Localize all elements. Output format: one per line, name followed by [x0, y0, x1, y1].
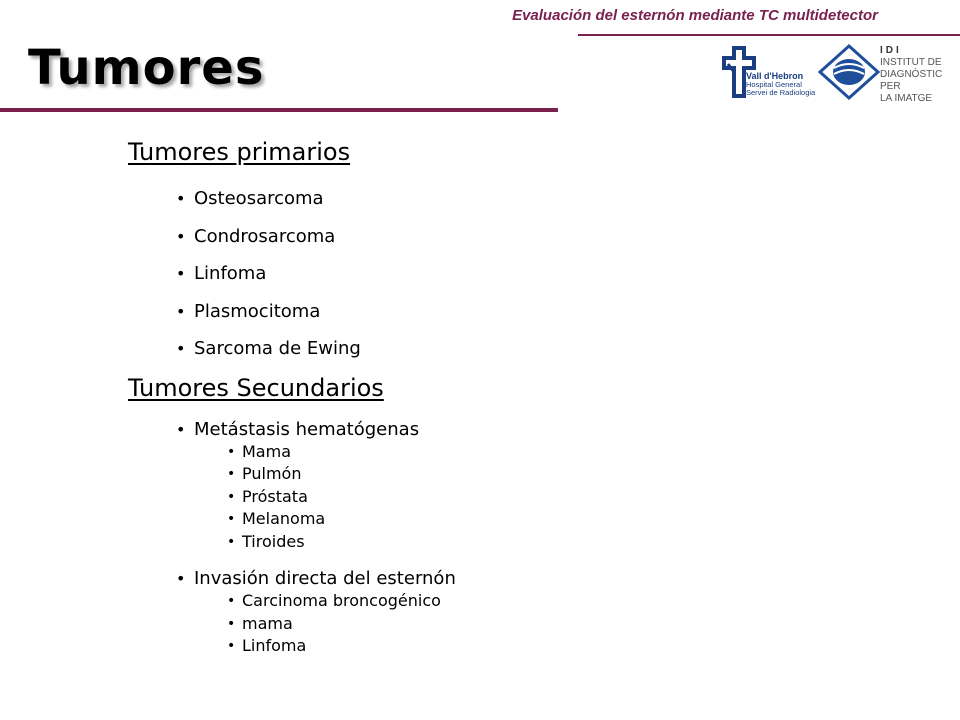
sub-list-item: • Tiroides [226, 531, 828, 554]
slide-title: Tumores [28, 40, 265, 96]
secondary-tumors-list [174, 416, 828, 658]
list-item: • Osteosarcoma [174, 180, 828, 218]
secondary-tumors-heading: Tumores Secundarios [128, 373, 384, 402]
vall-hebron-name: Vall d'Hebron [746, 71, 804, 81]
vall-hebron-text [746, 72, 815, 98]
idi-line2: DIAGNÒSTIC PER [880, 69, 943, 92]
idi-diamond-logo [816, 44, 882, 100]
sub-list-item: • Carcinoma broncogénico [226, 590, 828, 613]
sub-list-item: • Pulmón [226, 463, 828, 486]
sub-list [226, 441, 828, 554]
group-label: Metástasis hematógenas [194, 418, 420, 440]
vall-hebron-line2: Hospital General [746, 79, 802, 89]
sub-list-item: • Mama [226, 441, 828, 464]
list-item: • Condrosarcoma [174, 218, 828, 256]
primary-tumors-heading: Tumores primarios [128, 138, 351, 166]
idi-line3: LA IMATGE [880, 93, 933, 104]
sub-list-item: • Próstata [226, 486, 828, 509]
idi-line1: INSTITUT DE [880, 57, 942, 68]
secondary-group [174, 565, 828, 658]
idi-code: IDI [880, 45, 902, 56]
title-divider [0, 108, 558, 112]
top-divider [578, 34, 960, 36]
secondary-group [174, 416, 828, 554]
sub-list [226, 590, 828, 658]
idi-text [880, 45, 960, 105]
list-item: • Plasmocitoma [174, 293, 828, 331]
list-item: • Linfoma [174, 255, 828, 293]
sub-list-item: • mama [226, 613, 828, 636]
sub-list-item: • Melanoma [226, 508, 828, 531]
primary-tumors-list [174, 180, 828, 368]
header-title: Evaluación del esternón mediante TC multidetector [512, 7, 878, 24]
list-item: • Sarcoma de Ewing [174, 330, 828, 368]
slide-content [128, 138, 828, 658]
vall-hebron-line3: Servei de Radiologia [746, 88, 816, 97]
group-label: Invasión directa del esternón [194, 568, 456, 590]
sub-list-item: • Linfoma [226, 635, 828, 658]
